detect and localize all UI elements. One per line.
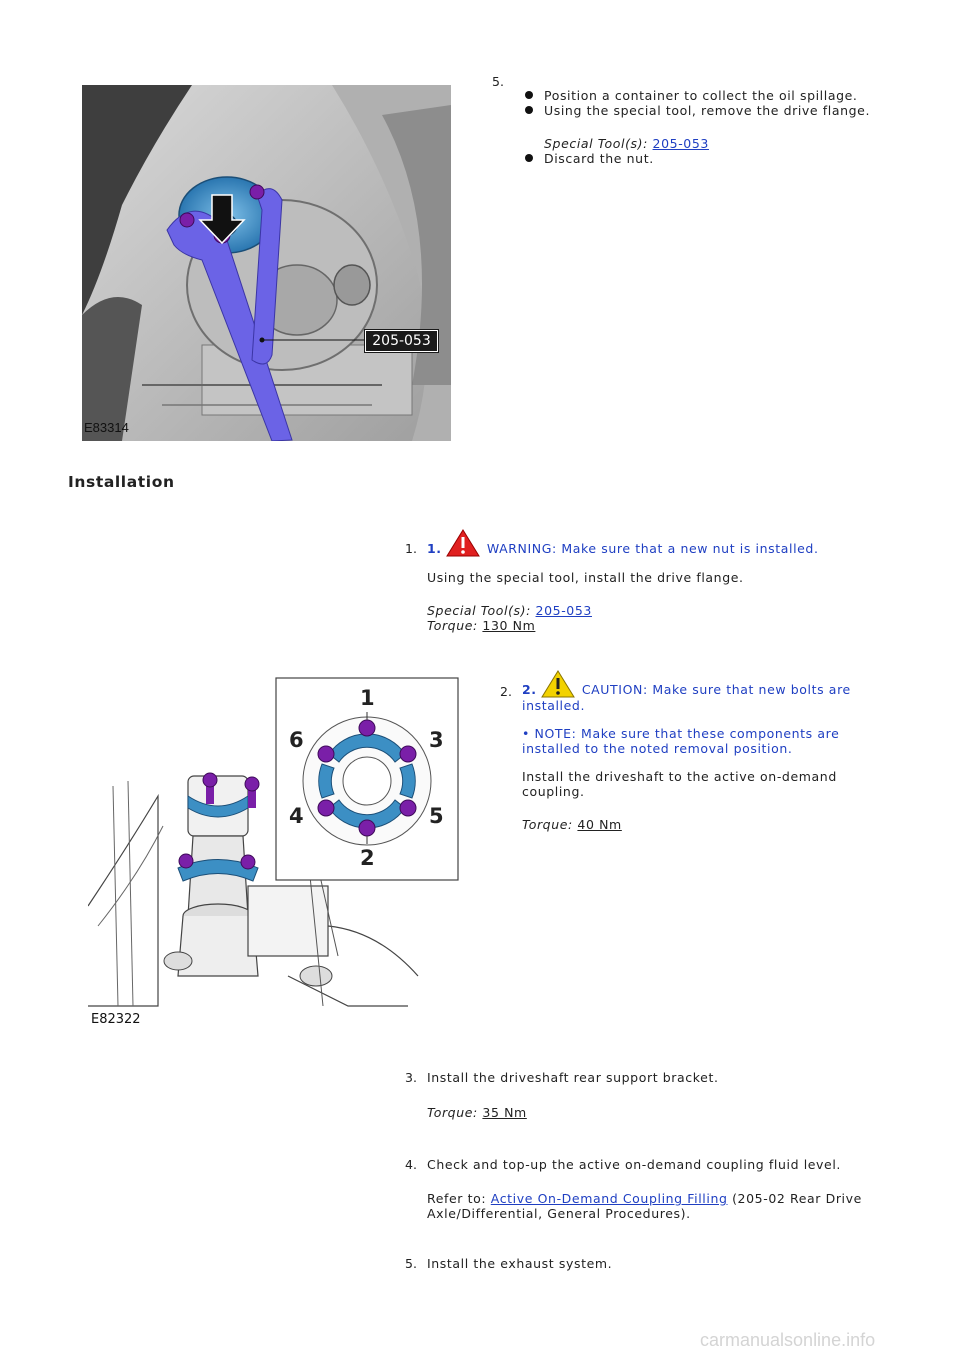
step-bold-number: 2. xyxy=(522,682,537,697)
torque-value: 40 Nm xyxy=(577,817,622,832)
install-step-4 xyxy=(427,1157,867,1221)
install-step-1 xyxy=(427,529,857,633)
bullet-item: Using the special tool, remove the drive flange. xyxy=(523,103,923,118)
caution-line xyxy=(522,670,862,698)
footer-watermark: carmanualsonline.info xyxy=(700,1330,876,1350)
figure-code: E83314 xyxy=(84,420,129,435)
removal-bullet-list xyxy=(523,88,923,118)
step-text: Install the driveshaft rear support bracket. xyxy=(427,1070,719,1085)
refer-line xyxy=(427,1191,867,1206)
step-bold-number: 1. xyxy=(427,541,442,556)
torque-label: Torque: xyxy=(427,1105,478,1120)
install-step-4-number: 4. xyxy=(405,1157,417,1172)
drive-flange-removal-illustration xyxy=(82,85,451,441)
warning-line xyxy=(427,529,857,557)
bolt-label: 5 xyxy=(429,804,444,828)
bolt-label: 1 xyxy=(360,686,375,710)
special-tool-label: Special Tool(s): xyxy=(427,603,531,618)
figure-driveshaft-installation xyxy=(88,676,460,1030)
note-line: • NOTE: Make sure that these components are xyxy=(522,726,840,741)
step-text-cont: coupling. xyxy=(522,784,585,799)
torque-value: 130 Nm xyxy=(482,618,536,633)
install-step-2 xyxy=(522,670,862,832)
install-step-1-number: 1. xyxy=(405,541,417,556)
step-text: Install the driveshaft to the active on-demand xyxy=(522,769,837,784)
bolt-label: 4 xyxy=(289,804,304,828)
caution-text-cont: installed. xyxy=(522,698,586,713)
refer-line-cont: Axle/Differential, General Procedures). xyxy=(427,1206,691,1221)
install-step-3 xyxy=(427,1070,857,1120)
step-text: Using the special tool, install the drive flange. xyxy=(427,570,744,585)
torque-line xyxy=(427,1105,857,1120)
removal-bullet-list-2 xyxy=(523,151,923,166)
removal-step-number: 5. xyxy=(492,74,504,89)
special-tool-label: Special Tool(s): xyxy=(544,136,648,151)
figure-code: E82322 xyxy=(91,1012,141,1027)
special-tool-link[interactable]: 205-053 xyxy=(652,136,709,151)
section-heading-installation: Installation xyxy=(68,473,175,491)
refer-suffix: (205-02 Rear Drive xyxy=(732,1191,862,1206)
figure-drive-flange-removal xyxy=(82,85,451,441)
torque-label: Torque: xyxy=(427,618,478,633)
refer-label: Refer to: xyxy=(427,1191,487,1206)
bolt-label: 6 xyxy=(289,728,304,752)
tool-callout-label: 205-053 xyxy=(365,330,438,352)
warning-icon xyxy=(446,529,480,557)
warning-text: WARNING: Make sure that a new nut is installed. xyxy=(486,541,819,556)
driveshaft-installation-illustration xyxy=(88,676,460,1030)
special-tool-line xyxy=(427,603,857,618)
special-tool-link[interactable]: 205-053 xyxy=(535,603,592,618)
bolt-label: 3 xyxy=(429,728,444,752)
step-text: Check and top-up the active on-demand coupling fluid level. xyxy=(427,1157,841,1172)
caution-text: CAUTION: Make sure that new bolts are xyxy=(581,682,851,697)
refer-link[interactable]: Active On-Demand Coupling Filling xyxy=(490,1191,728,1206)
bullet-item: Discard the nut. xyxy=(523,151,923,166)
torque-line xyxy=(427,618,857,633)
special-tool-line xyxy=(523,136,923,151)
removal-step-5 xyxy=(523,88,923,166)
install-step-5: Install the exhaust system. xyxy=(427,1256,613,1271)
torque-label: Torque: xyxy=(522,817,573,832)
note-line-cont: installed to the noted removal position. xyxy=(522,741,793,756)
install-step-2-number: 2. xyxy=(500,684,512,699)
install-step-5-number: 5. xyxy=(405,1256,417,1271)
torque-line xyxy=(522,817,862,832)
bolt-label: 2 xyxy=(360,846,375,870)
bullet-item: Position a container to collect the oil spillage. xyxy=(523,88,923,103)
caution-icon xyxy=(541,670,575,698)
torque-value: 35 Nm xyxy=(482,1105,527,1120)
install-step-3-number: 3. xyxy=(405,1070,417,1085)
